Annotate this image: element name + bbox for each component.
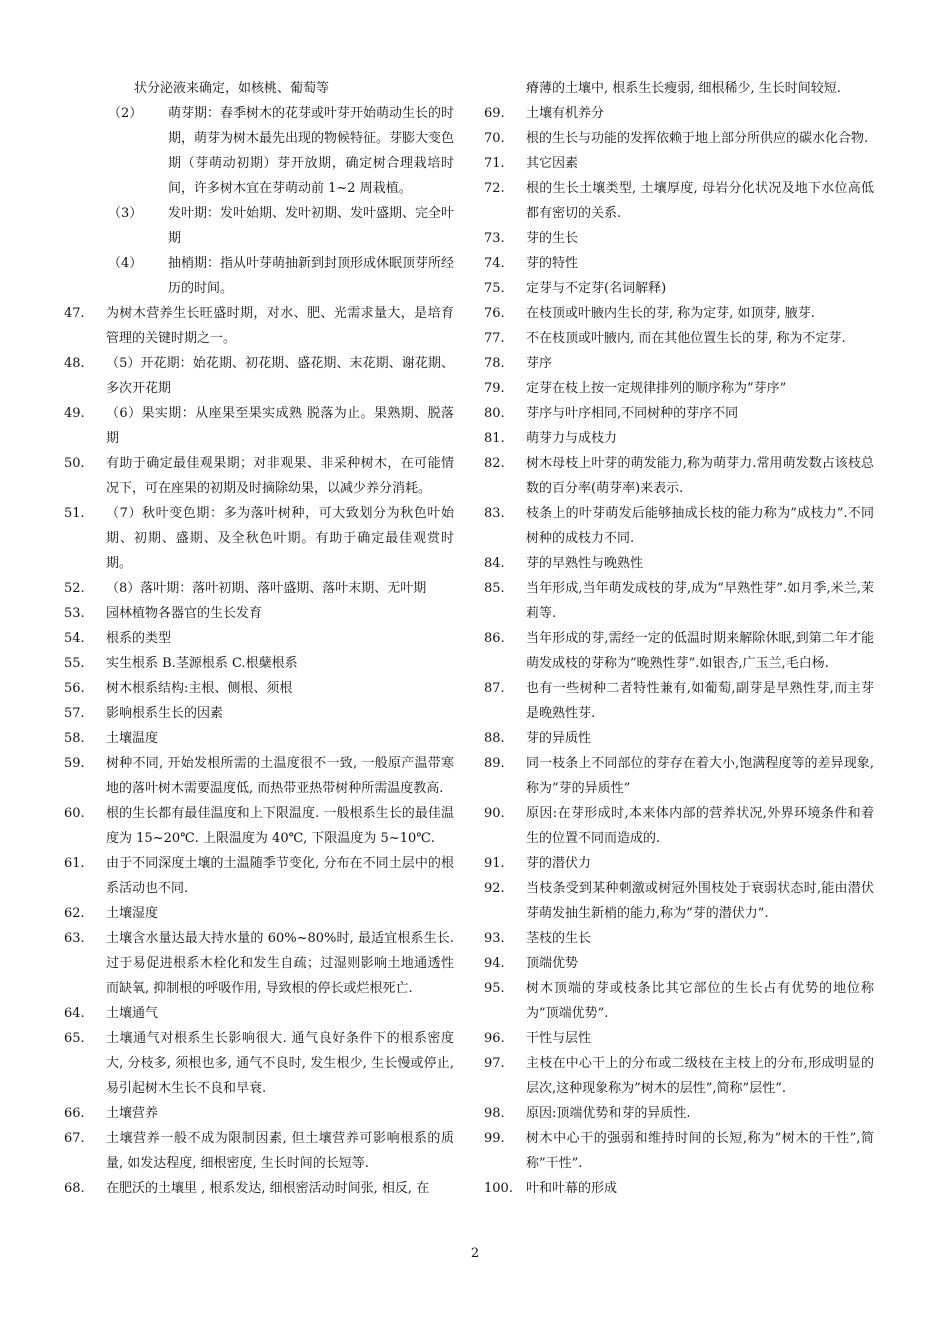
list-item [484,1051,874,1101]
list-item [64,701,454,726]
item-number: 76. [484,306,505,321]
item-text: 树木中心干的强弱和维持时间的长短,称为”树木的干性”,简称”干性”. [526,1131,874,1171]
item-number: 69. [484,106,505,121]
list-item [484,276,874,301]
item-text: 顶端优势 [526,956,579,971]
item-text: 叶和叶幕的形成 [526,1181,618,1196]
list-item [484,726,874,751]
list-item [484,976,874,1026]
list-item [484,1101,874,1126]
item-number: 59. [64,756,85,771]
list-item [484,626,874,676]
item-number: 84. [484,556,505,571]
item-text: 土壤通气 [106,1006,159,1021]
item-text: 树木根系结构:主根、侧根、须根 [106,681,293,696]
right-column [484,76,874,1201]
item-text: 也有一些树种二者特性兼有,如葡萄,副芽是早熟性芽,而主芽是晚熟性芽. [526,681,874,721]
list-item [64,601,454,626]
item-text: 芽序 [526,356,553,371]
item-number: 63. [64,931,85,946]
item-number: 67. [64,1131,85,1146]
item-number: 58. [64,731,85,746]
item-text: 芽的潜伏力 [526,856,592,871]
item-number: 50. [64,456,85,471]
item-text: 萌芽力与成枝力 [526,431,618,446]
list-item [484,1126,874,1176]
item-number: 87. [484,681,505,696]
list-item [484,576,874,626]
item-number: 57. [64,706,85,721]
list-item [64,726,454,751]
list-item [64,1001,454,1026]
item-text: 枝条上的叶芽萌发后能够抽成长枝的能力称为”成枝力”.不同树种的成枝力不同. [526,506,874,546]
list-item [64,1176,454,1201]
item-text: 根系的类型 [106,631,172,646]
item-number: 73. [484,231,505,246]
sub-item-number: （4） [108,256,143,271]
item-text: 影响根系生长的因素 [106,706,224,721]
item-text: 有助于确定最佳观果期；对非观果、非采种树木，在可能情况下，可在座果的初期及时摘除幼果，以减少养分消耗。 [106,456,454,496]
item-text: 其它因素 [526,156,579,171]
numbered-list [64,301,454,1201]
item-number: 70. [484,131,505,146]
item-text: （5）开花期：始花期、初花期、盛花期、末花期、谢花期、多次开花期 [106,356,454,396]
item-number: 95. [484,981,505,996]
continuation-text: 状分泌液来确定，如核桃、葡萄等 [134,81,330,96]
list-item [64,676,454,701]
list-item [484,401,874,426]
item-number: 56. [64,681,85,696]
sub-item-number: （3） [108,206,143,221]
list-item [484,501,874,551]
item-number: 49. [64,406,85,421]
item-text: 芽的早熟性与晚熟性 [526,556,644,571]
list-item [484,301,874,326]
item-text: 树种不同, 开始发根所需的土温度很不一致, 一般原产温带寒地的落叶树木需要温度低, 而热带亚热带树种所需温度教高. [106,756,454,796]
item-text: 根的生长土壤类型, 土壤厚度, 母岩分化状况及地下水位高低都有密切的关系. [526,181,874,221]
continuation-text: 瘠薄的土壤中, 根系生长瘦弱, 细根稀少, 生长时间较短. [526,81,841,96]
item-text: 土壤含水量达最大持水量的 60%~80%时, 最适宜根系生长. 过于易促进根系木栓化和发生自疏；过湿则影响土地通透性而缺氧, 抑制根的呼吸作用, 导致根的停长或烂根死亡. [106,931,454,996]
item-number: 88. [484,731,505,746]
item-text: 土壤有机养分 [526,106,605,121]
list-item [484,451,874,501]
item-text: 园林植物各器官的生长发育 [106,606,263,621]
sub-item-number: （2） [108,106,143,121]
item-text: 芽的特性 [526,256,579,271]
numbered-list [484,101,874,1201]
list-item [64,926,454,1001]
item-number: 85. [484,581,505,596]
item-text: 定芽与不定芽(名词解释) [526,281,667,296]
list-item [64,1126,454,1176]
list-item [484,851,874,876]
item-number: 52. [64,581,85,596]
item-text: 根的生长与功能的发挥依赖于地上部分所供应的碳水化合物. [526,131,869,146]
list-item [64,751,454,801]
item-number: 92. [484,881,505,896]
item-text: 在肥沃的土壤里 , 根系发达, 细根密活动时间张, 相反, 在 [106,1181,430,1196]
list-item [64,651,454,676]
left-column [64,76,454,1201]
item-number: 54. [64,631,85,646]
item-text: 当年形成,当年萌发成枝的芽,成为”早熟性芽”.如月季,米兰,茉莉等. [526,581,874,621]
list-item [484,801,874,851]
item-text: 当年形成的芽,需经一定的低温时期来解除休眠,到第二年才能萌发成枝的芽称为”晚熟性芽”.如银杏,广玉兰,毛白杨. [526,631,874,671]
item-text: 土壤温度 [106,731,159,746]
list-item [64,301,454,351]
list-item [484,251,874,276]
sub-item-text: 发叶期：发叶始期、发叶初期、发叶盛期、完全叶期 [168,206,455,246]
item-number: 94. [484,956,505,971]
item-text: 为树木营养生长旺盛时期，对水、肥、光需求量大，是培育管理的关键时期之一。 [106,306,454,346]
item-number: 78. [484,356,505,371]
item-text: 在枝顶或叶腋内生长的芽, 称为定芽, 如顶芽, 腋芽. [526,306,815,321]
list-item [484,126,874,151]
item-text: 茎枝的生长 [526,931,592,946]
list-item [484,151,874,176]
item-text: 树木母枝上叶芽的萌发能力,称为萌芽力.常用萌发数占该枝总数的百分率(萌芽率)来表示. [526,456,874,496]
item-number: 98. [484,1106,505,1121]
item-text: 土壤湿度 [106,906,159,921]
list-item [484,876,874,926]
item-number: 100. [484,1181,513,1196]
item-number: 79. [484,381,505,396]
item-text: 原因:顶端优势和芽的异质性. [526,1106,691,1121]
list-item [484,676,874,726]
list-item [484,551,874,576]
item-text: 原因:在芽形成时,本来体内部的营养状况,外界环境条件和着生的位置不同而造成的. [526,806,874,846]
sub-item [64,101,454,201]
item-number: 82. [484,456,505,471]
item-text: 根的生长都有最佳温度和上下限温度. 一般根系生长的最佳温度为 15~20℃. 上限温度为 40℃, 下限温度为 5~10℃. [106,806,454,846]
item-number: 75. [484,281,505,296]
list-item [484,1176,874,1201]
item-number: 86. [484,631,505,646]
item-number: 96. [484,1031,505,1046]
item-number: 55. [64,656,85,671]
item-text: （6）果实期：从座果至果实成熟 脱落为止。果熟期、脱落期 [106,406,454,446]
list-item [484,326,874,351]
item-number: 66. [64,1106,85,1121]
item-text: 干性与层性 [526,1031,592,1046]
sub-item-text: 萌芽期：春季树木的花芽或叶芽开始萌动生长的时期，萌芽为树木最先出现的物候特征。芽膨大变色期（芽萌动初期）芽开放期，确定树合理栽培时间，许多树木宜在芽萌动前 1~2 周栽植。 [168,106,455,196]
item-number: 68. [64,1181,85,1196]
page-number: 2 [470,1246,480,1261]
item-number: 71. [484,156,505,171]
item-number: 61. [64,856,85,871]
list-item [64,501,454,576]
item-text: 树木顶端的芽或枝条比其它部位的生长占有优势的地位称为”顶端优势”. [526,981,874,1021]
list-item [64,1101,454,1126]
item-number: 60. [64,806,85,821]
list-item [484,351,874,376]
list-item [484,101,874,126]
item-text: 当枝条受到某种刺激或树冠外围枝处于衰弱状态时,能由潜伏芽萌发抽生新梢的能力,称为”芽的潜伏力”. [526,881,874,921]
list-item [64,351,454,401]
item-number: 62. [64,906,85,921]
item-number: 72. [484,181,505,196]
item-number: 64. [64,1006,85,1021]
list-item [484,751,874,801]
sub-item-text: 抽梢期：指从叶芽萌抽新到封顶形成休眠顶芽所经历的时间。 [168,256,455,296]
item-text: 由于不同深度土壤的土温随季节变化, 分布在不同土层中的根系活动也不同. [106,856,454,896]
item-text: 芽的生长 [526,231,579,246]
sub-item-list [64,101,454,301]
item-number: 47. [64,306,85,321]
list-item [484,1026,874,1051]
list-item [64,801,454,851]
item-text: 芽序与叶序相同,不同树种的芽序不同 [526,406,739,421]
list-item [484,176,874,226]
item-text: 不在枝顶或叶腋内, 而在其他位置生长的芽, 称为不定芽. [526,331,846,346]
item-number: 91. [484,856,505,871]
list-item [64,901,454,926]
item-number: 97. [484,1056,505,1071]
list-item [64,851,454,901]
list-item [484,926,874,951]
item-text: 同一枝条上不同部位的芽存在着大小,饱满程度等的差异现象,称为”芽的异质性” [526,756,874,796]
item-number: 93. [484,931,505,946]
item-number: 51. [64,506,85,521]
item-number: 83. [484,506,505,521]
list-item [64,576,454,601]
item-number: 90. [484,806,505,821]
list-item [64,626,454,651]
list-item [64,401,454,451]
item-number: 77. [484,331,505,346]
item-number: 74. [484,256,505,271]
sub-item [64,201,454,251]
item-text: 实生根系 B.茎源根系 C.根蘖根系 [106,656,298,671]
item-text: （8）落叶期：落叶初期、落叶盛期、落叶末期、无叶期 [106,581,427,596]
sub-item [64,251,454,301]
item-number: 65. [64,1031,85,1046]
item-number: 48. [64,356,85,371]
list-item [64,451,454,501]
item-text: （7）秋叶变色期：多为落叶树种，可大致划分为秋色叶始期、初期、盛期、及全秋色叶期。有助于确定最佳观赏时期。 [106,506,454,571]
item-text: 主枝在中心干上的分布或二级枝在主枝上的分布,形成明显的层次,这种现象称为”树木的层性”,简称”层性”. [526,1056,874,1096]
item-text: 土壤通气对根系生长影响很大. 通气良好条件下的根系密度大, 分枝多, 须根也多, 通气不良时, 发生根少, 生长慢或停止, 易引起树木生长不良和早衰. [106,1031,454,1096]
list-item [484,376,874,401]
list-item [484,426,874,451]
item-number: 81. [484,431,505,446]
item-text: 土壤营养一般不成为限制因素, 但土壤营养可影响根系的质量, 如发达程度, 细根密度, 生长时间的长短等. [106,1131,454,1171]
item-number: 99. [484,1131,505,1146]
item-text: 芽的异质性 [526,731,592,746]
item-number: 80. [484,406,505,421]
list-item [64,1026,454,1101]
item-text: 土壤营养 [106,1106,159,1121]
list-item [484,951,874,976]
item-number: 53. [64,606,85,621]
list-item [484,226,874,251]
item-text: 定芽在枝上按一定规律排列的顺序称为”芽序” [526,381,787,396]
item-number: 89. [484,756,505,771]
